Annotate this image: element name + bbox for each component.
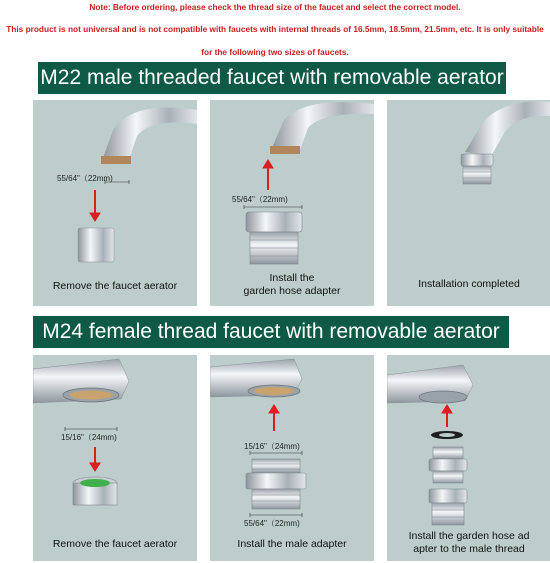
thread-measure-label: 55/64"（22mm) bbox=[57, 174, 113, 183]
panel-caption: Installation completed bbox=[418, 278, 520, 290]
m24-section-title: M24 female thread faucet with removable aerator bbox=[33, 316, 509, 348]
note-line-1: Note: Before ordering, please check the thread size of the faucet and select the correct model. bbox=[89, 2, 461, 12]
thread-measure-bottom-label: 55/64"（22mm) bbox=[244, 519, 300, 528]
note-line-3: for the following two sizes of faucets. bbox=[201, 47, 349, 57]
male-adapter-illustration bbox=[210, 355, 374, 561]
thread-measure-label: 55/64"（22mm) bbox=[232, 195, 288, 204]
note-line-2: This product is not universal and is not compatible with faucets with internal threads of 16.5mm, 18.5mm, 21.5mm, etc. It is only suitable bbox=[6, 24, 544, 34]
thread-measure-top-label: 15/16"（24mm) bbox=[244, 442, 300, 451]
m22-section-title: M22 male threaded faucet with removable aerator bbox=[38, 62, 506, 94]
panel-caption: Remove the faucet aerator bbox=[52, 538, 178, 550]
faucet-installed-illustration bbox=[387, 100, 550, 306]
faucet-spout-illustration bbox=[33, 100, 197, 306]
m22-panel-installed bbox=[387, 100, 550, 306]
panel-caption: Install the male adapter bbox=[237, 538, 347, 550]
m22-panel-install-adapter bbox=[210, 100, 374, 306]
panel-caption-line-2: apter to the male thread bbox=[413, 543, 525, 555]
panel-caption-line-1: Install the garden hose ad bbox=[408, 530, 530, 542]
m24-panel-install-garden-hose bbox=[387, 355, 550, 561]
thread-measure-label: 15/16"（24mm) bbox=[61, 433, 117, 442]
panel-caption-line-2: garden hose adapter bbox=[243, 285, 341, 297]
m24-panel-remove-aerator bbox=[33, 355, 197, 561]
panel-caption-line-1: Install the bbox=[269, 272, 315, 284]
faucet-female-illustration bbox=[33, 355, 197, 561]
panel-caption: Remove the faucet aerator bbox=[52, 280, 178, 292]
m24-panel-install-male-adapter bbox=[210, 355, 374, 561]
m22-panel-remove-aerator bbox=[33, 100, 197, 306]
